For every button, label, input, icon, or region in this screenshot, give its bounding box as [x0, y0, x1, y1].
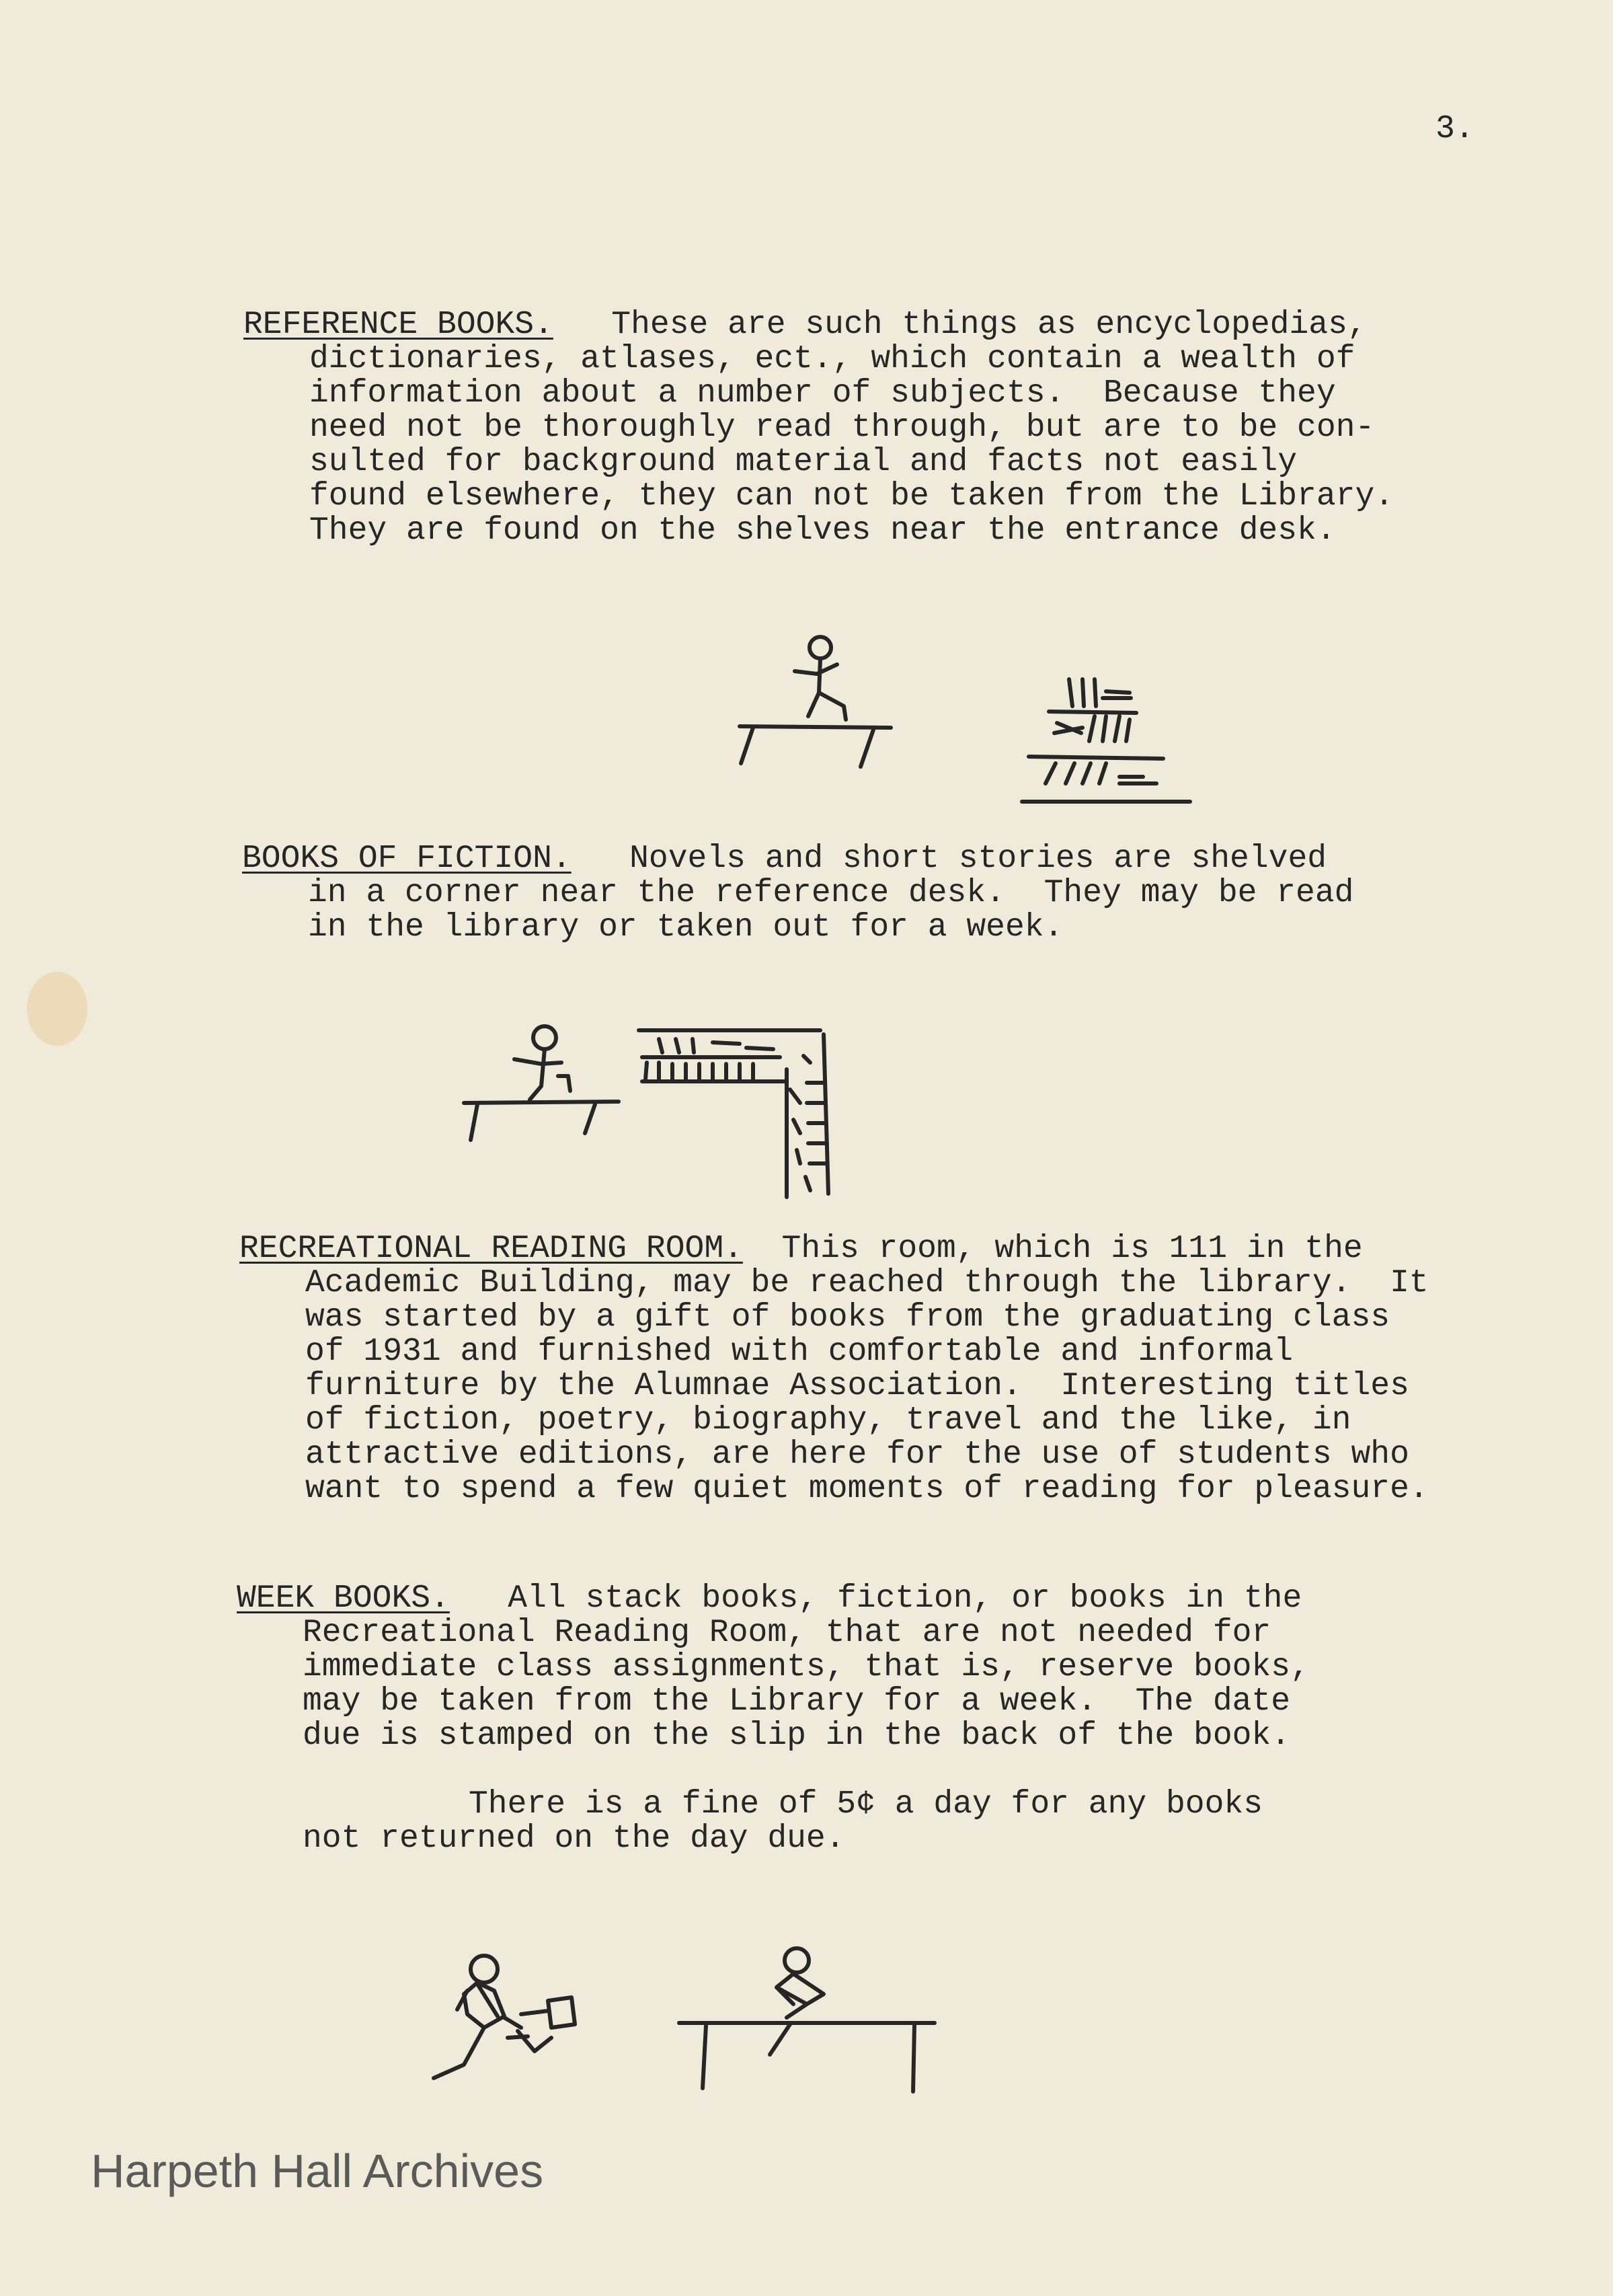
text-line: was started by a gift of books from the graduating class	[305, 1299, 1390, 1336]
desk-person-drawing	[726, 625, 1210, 814]
archive-watermark: Harpeth Hall Archives	[91, 2145, 544, 2197]
paper-stain	[27, 972, 87, 1046]
text-line: All stack books, fiction, or books in the	[508, 1580, 1302, 1617]
section-heading: BOOKS OF FICTION.	[242, 841, 572, 877]
text-line: of fiction, poetry, biography, travel and the like, in	[305, 1402, 1351, 1439]
fiction-corner-drawing	[457, 1016, 854, 1211]
text-line: due is stamped on the slip in the back of the book.	[303, 1718, 1291, 1754]
text-line: want to spend a few quiet moments of reading for pleasure.	[305, 1471, 1429, 1507]
section-recreational-reading-room	[239, 1232, 1429, 1506]
page-number: 3.	[1435, 111, 1474, 147]
text-line: Academic Building, may be reached through the library. It	[305, 1265, 1429, 1301]
section-heading: WEEK BOOKS.	[237, 1580, 450, 1617]
section-first-line	[243, 308, 1394, 342]
section-heading: RECREATIONAL READING ROOM.	[239, 1231, 743, 1267]
text-line: not returned on the day due.	[303, 1821, 845, 1857]
text-line: Novels and short stories are shelved	[629, 841, 1327, 877]
text-line: of 1931 and furnished with comfortable and informal	[305, 1334, 1294, 1370]
text-line: may be taken from the Library for a week. The date	[303, 1683, 1291, 1720]
text-line: This room, which is 111 in the	[781, 1231, 1363, 1267]
text-line: They are found on the shelves near the entrance desk.	[309, 512, 1336, 549]
section-first-line	[242, 842, 1353, 876]
text-line: Recreational Reading Room, that are not needed for	[303, 1615, 1271, 1651]
text-line: sulted for background material and facts not easily	[309, 444, 1298, 480]
text-line: found elsewhere, they can not be taken from the Library.	[309, 478, 1394, 514]
text-line: need not be thoroughly read through, but are to be con-	[309, 410, 1375, 446]
section-week-books	[237, 1582, 1310, 1856]
text-line: dictionaries, atlases, ect., which contain a wealth of	[309, 341, 1355, 377]
checkout-drawing	[403, 1937, 955, 2112]
text-line: attractive editions, are here for the use of students who	[305, 1437, 1409, 1473]
section-books-of-fiction	[242, 842, 1353, 945]
text-line: These are such things as encyclopedias,	[611, 307, 1367, 343]
section-first-line	[237, 1582, 1310, 1616]
section-heading: REFERENCE BOOKS.	[243, 307, 553, 343]
text-line: in a corner near the reference desk. They may be read	[308, 875, 1354, 911]
text-line: in the library or taken out for a week.	[308, 909, 1064, 946]
text-line: There is a fine of 5¢ a day for any books	[469, 1786, 1263, 1823]
section-first-line	[239, 1232, 1429, 1266]
blank-line	[237, 1753, 1310, 1788]
text-line: information about a number of subjects. Because they	[309, 375, 1336, 412]
text-line: furniture by the Alumnae Association. Interesting titles	[305, 1368, 1409, 1404]
section-reference-books	[243, 308, 1394, 548]
text-line: immediate class assignments, that is, reserve books,	[303, 1649, 1310, 1685]
